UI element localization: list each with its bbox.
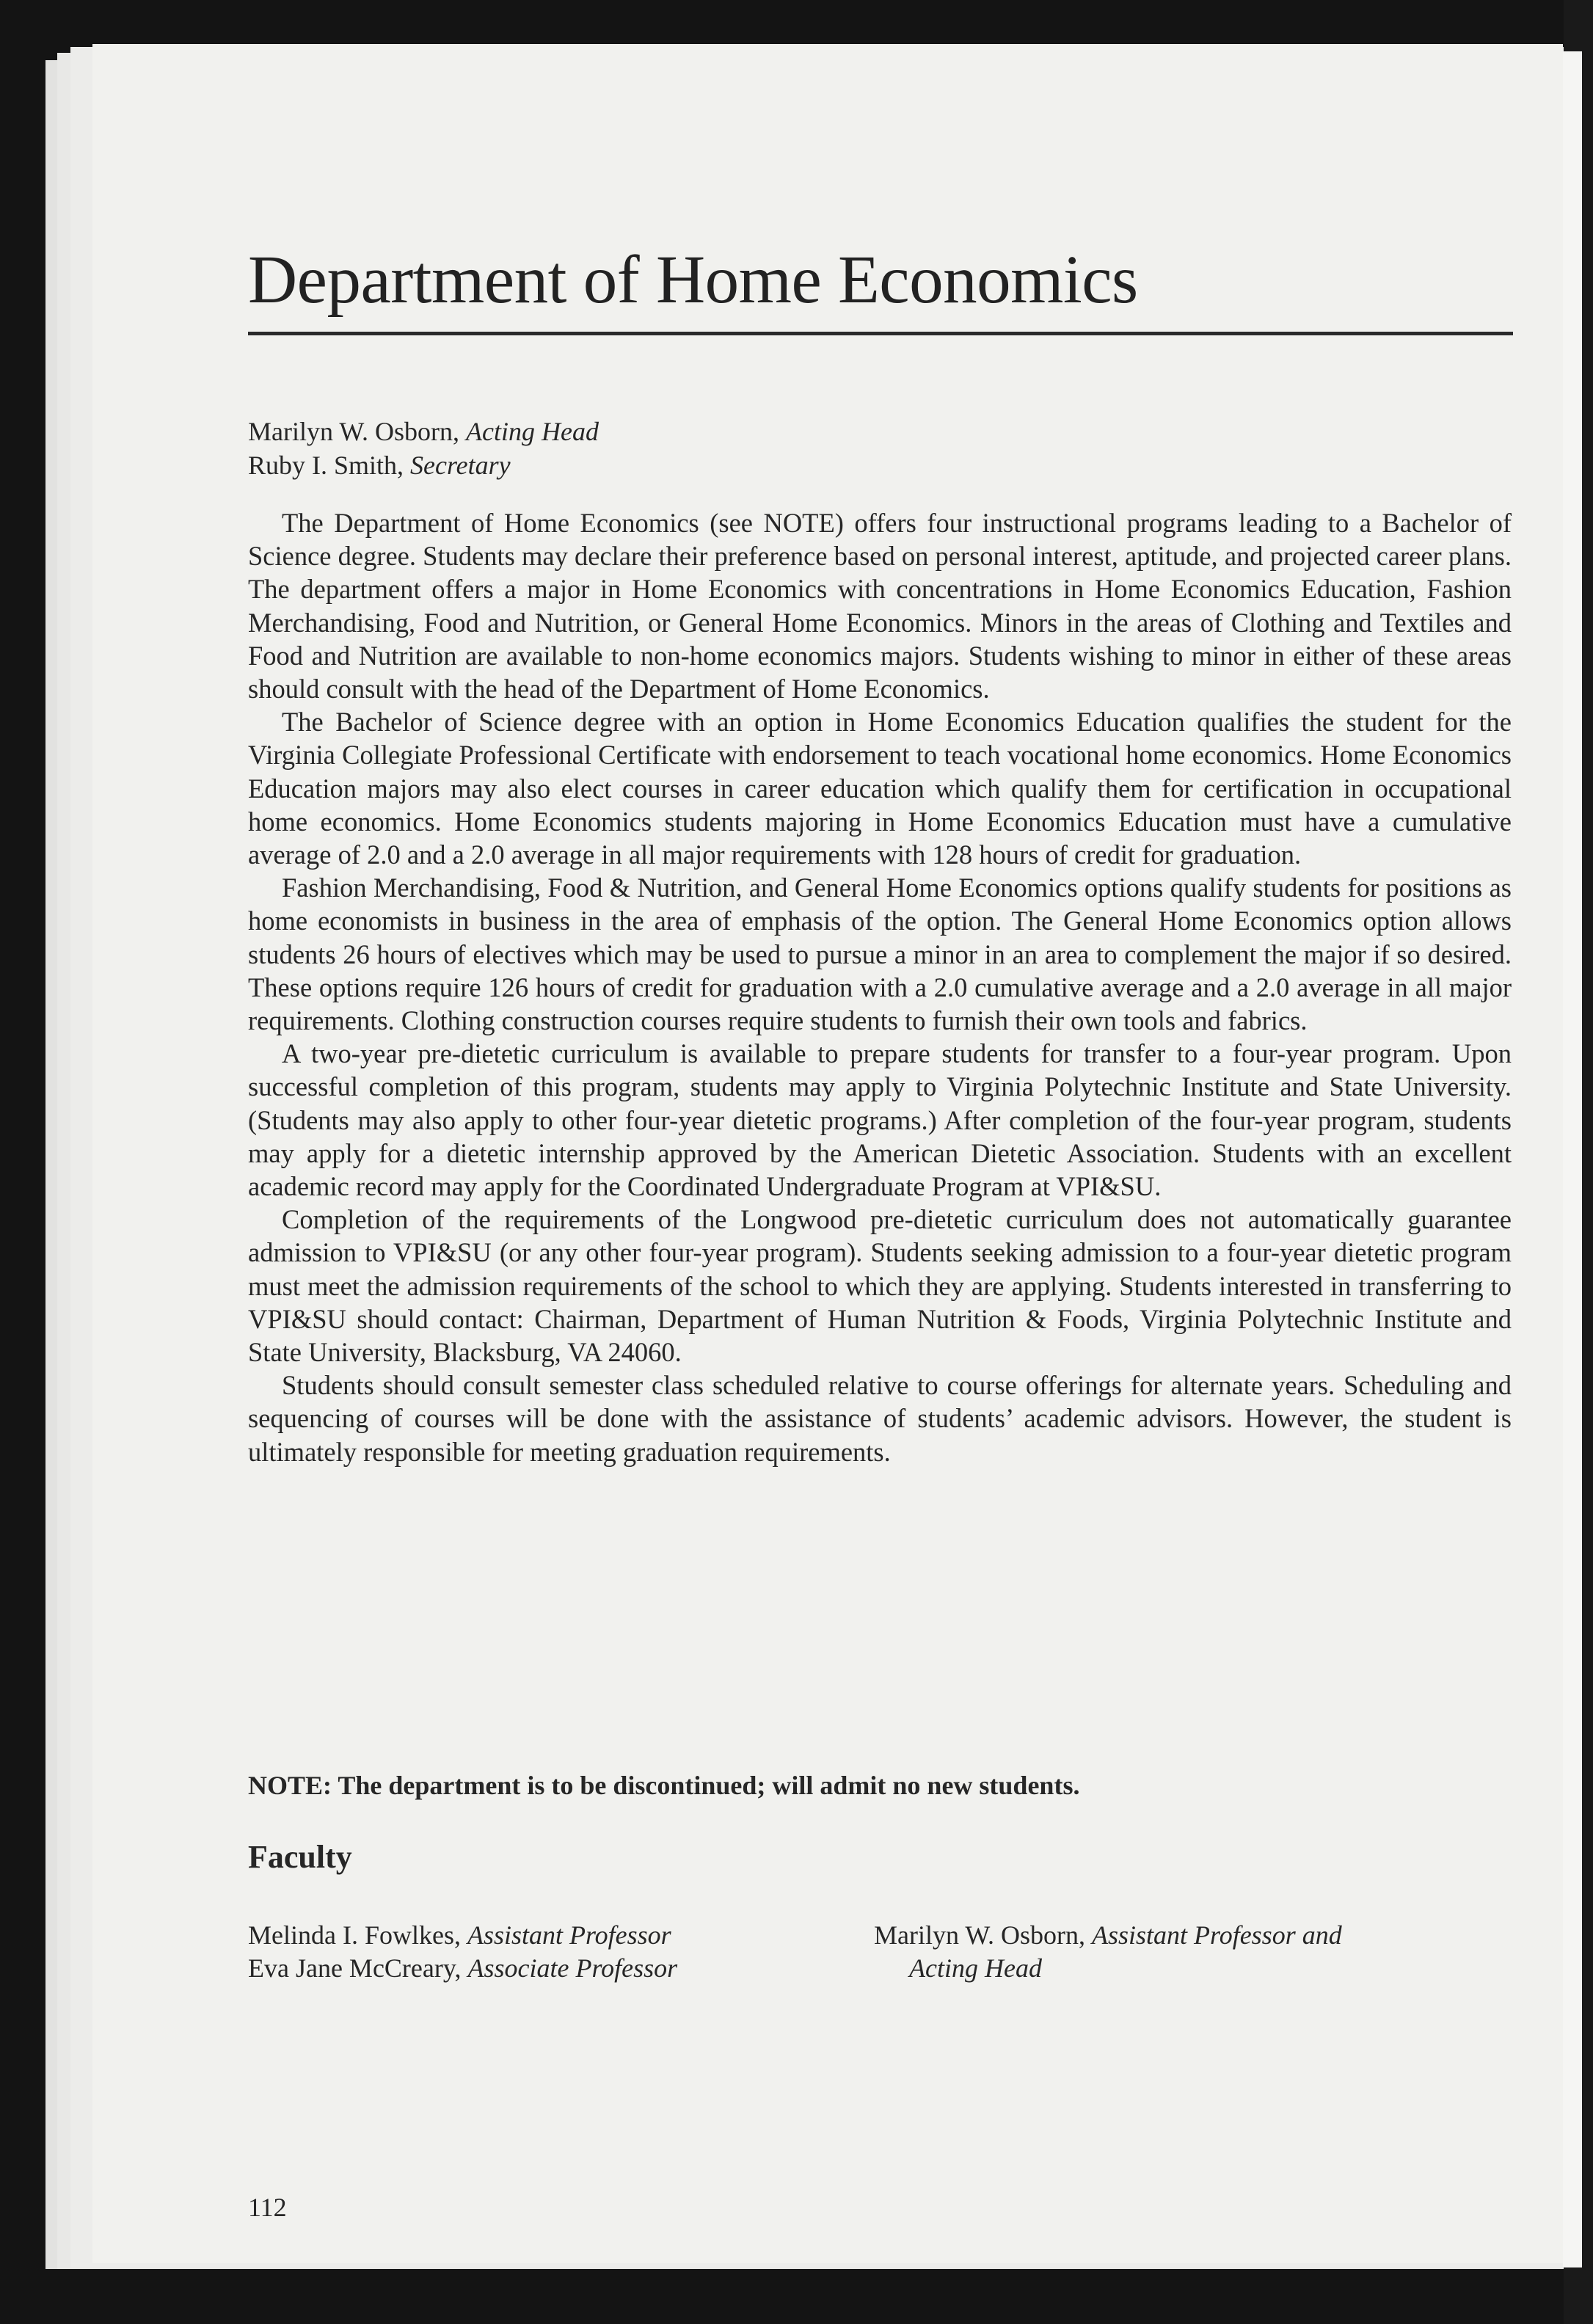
- paragraph: Students should consult semester class scheduled relative to course offerings for alternate years. Scheduling and sequencing of courses will be done with the assistance of students’ academic advisors. However, the student is ultimately responsible for meeting graduation requirements.: [248, 1370, 1512, 1467]
- faculty-name: Marilyn W. Osborn,: [874, 1920, 1085, 1950]
- catalog-page: [92, 44, 1563, 2263]
- staff-role: Acting Head: [466, 417, 599, 446]
- faculty-title: Assistant Professor: [467, 1920, 671, 1950]
- faculty-entry: [248, 1952, 677, 1985]
- facing-page-edge: [1563, 51, 1582, 2267]
- paragraph: A two-year pre-dietetic curriculum is available to prepare students for transfer to a four-year program. Upon successful completion of this program, students may apply to Virginia Polytechnic Institute and State University. (Students may also apply to other four-year dietetic programs.) After completion of the four-year program, students may apply for a dietetic internship approved by the American Dietetic Association. Students with an excellent academic record may apply for the Coordinated Undergraduate Program at VPI&SU.: [248, 1038, 1512, 1202]
- faculty-name: Eva Jane McCreary,: [248, 1953, 462, 1983]
- paragraph: The Department of Home Economics (see NOTE) offers four instructional programs leading to a Bachelor of Science degree. Students may declare their preference based on personal interest, aptitude, and projected career plans. The department offers a major in Home Economics with concentrations in Home Economics Education, Fashion Merchandising, Food and Nutrition, or General Home Economics. Minors in the areas of Clothing and Textiles and Food and Nutrition are available to non-home economics majors. Students wishing to minor in either of these areas should consult with the head of the Department of Home Economics.: [248, 508, 1512, 704]
- faculty-name: Melinda I. Fowlkes,: [248, 1920, 461, 1950]
- staff-name: Ruby I. Smith,: [248, 451, 404, 480]
- department-description: [248, 506, 1512, 1468]
- staff-entry: [248, 415, 599, 448]
- faculty-title-continued: Acting Head: [909, 1953, 1042, 1983]
- paragraph: Fashion Merchandising, Food & Nutrition, and General Home Economics options qualify students for positions as home economists in business in the area of emphasis of the option. The General Home Economics option allows students 26 hours of electives which may be used to pursue a minor in an area to complement the major if so desired. These options require 126 hours of credit for graduation with a 2.0 cumulative average and a 2.0 average in all major requirements. Clothing construction courses require students to furnish their own tools and fabrics.: [248, 873, 1512, 1036]
- title-underline: [248, 332, 1513, 335]
- page-number: 112: [248, 2193, 287, 2222]
- faculty-list-right: [874, 1919, 1342, 1985]
- faculty-heading: Faculty: [248, 1839, 352, 1875]
- page-title: Department of Home Economics: [248, 242, 1138, 318]
- faculty-list-left: [248, 1919, 677, 1985]
- faculty-entry: [248, 1919, 677, 1952]
- paragraph: The Bachelor of Science degree with an option in Home Economics Education qualifies the student for the Virginia Collegiate Professional Certificate with endorsement to teach vocational home economics. Home Economics Education majors may also elect courses in career education which qualify them for certification in occupational home economics. Home Economics students majoring in Home Economics Education must have a cumulative average of 2.0 and a 2.0 average in all major requirements with 128 hours of credit for graduation.: [248, 707, 1512, 870]
- faculty-title: Assistant Professor and: [1092, 1920, 1342, 1950]
- staff-role: Secretary: [410, 451, 511, 480]
- paragraph: Completion of the requirements of the Longwood pre-dietetic curriculum does not automatically guarantee admission to VPI&SU (or any other four-year program). Students seeking admission to a four-year dietetic program must meet the admission requirements of the school to which they are applying. Students interested in transferring to VPI&SU should contact: Chairman, Department of Human Nutrition & Foods, Virginia Polytechnic Institute and State University, Blacksburg, VA 24060.: [248, 1204, 1512, 1368]
- staff-entry: [248, 448, 599, 482]
- faculty-entry-continued: [874, 1952, 1342, 1985]
- faculty-entry: [874, 1919, 1342, 1952]
- faculty-title: Associate Professor: [467, 1953, 678, 1983]
- discontinuation-note: NOTE: The department is to be discontinued; will admit no new students.: [248, 1771, 1080, 1800]
- staff-list: [248, 415, 599, 482]
- staff-name: Marilyn W. Osborn,: [248, 417, 459, 446]
